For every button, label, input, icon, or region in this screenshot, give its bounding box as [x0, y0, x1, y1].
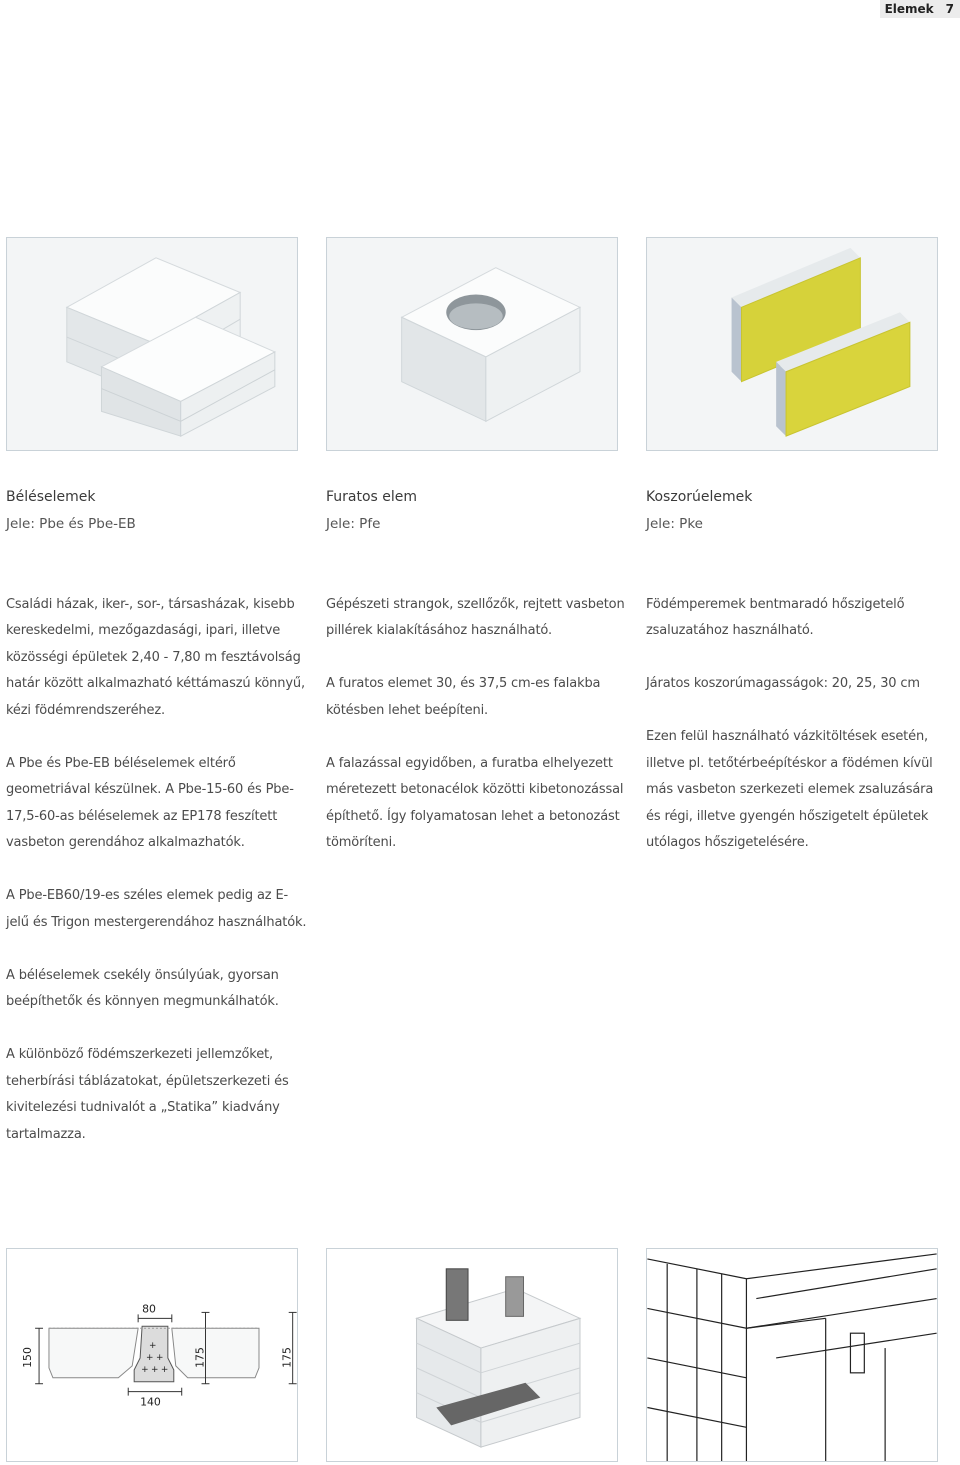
dim-label-left: 150 [21, 1347, 35, 1368]
paragraph: Gépészeti strangok, szellőzők, rejtett vasbeton pillérek kialakításához használható. [326, 596, 625, 638]
koszoru-wall-svg [647, 1249, 937, 1461]
title-koszoruelemek: Koszorúelemek [646, 489, 753, 505]
paragraph: Járatos koszorúmagasságok: 20, 25, 30 cm [646, 676, 920, 691]
svg-text:+: + [160, 1364, 169, 1375]
paragraph: A béléselemek csekély önsúlyúak, gyorsan beépíthetők és könnyen megmunkálhatók. [6, 967, 279, 1009]
paragraph: Ezen felül használható vázkitöltések esetén, illetve pl. tetőtérbeépítéskor a födémen kívül más vasbeton szerkezeti elemek zsaluzására és régi, illetve gyengén hőszigetelt épületek utólagos hőszigetelésére. [646, 729, 934, 850]
dim-label-mid: 175 [193, 1347, 207, 1368]
svg-text:+: + [146, 1352, 154, 1363]
cross-section-drawing [6, 1248, 298, 1462]
koszoru-wall-illustration [646, 1248, 938, 1462]
paragraph: Családi házak, iker-, sor-, társasházak, kisebb kereskedelmi, mezőgazdasági, ipari, illetve közösségi épületek 2,40 - 7,80 m fesztávolság határ között alkalmazható kéttámaszú könnyű, kézi födémrendszeréhez. [6, 596, 305, 718]
beleselem-blocks-illustration [7, 238, 297, 450]
photo-furatos-elem [326, 237, 618, 451]
photo-beleselemek [6, 237, 298, 451]
furatos-wall-svg [327, 1249, 617, 1461]
koszoru-elements-illustration [647, 238, 937, 450]
svg-text:+: + [149, 1341, 157, 1352]
svg-text:+: + [151, 1364, 159, 1375]
code-beleselemek: Jele: Pbe és Pbe-EB [6, 516, 136, 532]
svg-text:+: + [155, 1352, 164, 1363]
title-furatos-elem: Furatos elem [326, 489, 418, 505]
furatos-wall-illustration [326, 1248, 618, 1462]
body-beleselemek [6, 565, 308, 1175]
body-koszoruelemek [646, 565, 948, 883]
beleselem-section-svg [7, 1249, 297, 1461]
code-koszoruelemek: Jele: Pke [646, 516, 703, 532]
section-title: Elemek [884, 2, 934, 16]
dim-label-top: 80 [142, 1302, 156, 1316]
page-number: 7 [945, 2, 954, 16]
body-furatos-elem [326, 565, 628, 883]
title-beleselemek: Béléselemek [6, 489, 96, 505]
photo-koszoruelemek [646, 237, 938, 451]
page-header [880, 0, 960, 18]
paragraph: A furatos elemet 30, és 37,5 cm-es falakba kötésben lehet beépíteni. [326, 676, 601, 718]
paragraph: A Pbe és Pbe-EB béléselemek eltérő geometriával készülnek. A Pbe-15-60 és Pbe-17,5-60-as béléselemek az EP178 feszített vasbeton gerendához alkalmazhatók. [6, 755, 294, 850]
paragraph: Födémperemek bentmaradó hőszigetelő zsaluzatához használható. [646, 596, 905, 638]
paragraph: A különböző födémszerkezeti jellemzőket, teherbírási táblázatokat, épületszerkezeti és kivitelezési tudnivalót a „Statika” kiadvány tartalmazza. [6, 1047, 289, 1142]
dim-label-bottom: 140 [140, 1395, 161, 1409]
svg-text:+: + [141, 1364, 149, 1375]
paragraph: A Pbe-EB60/19-es széles elemek pedig az E-jelű és Trigon mestergerendához használhatók. [6, 888, 307, 930]
furatos-block-illustration [327, 238, 617, 450]
paragraph: A falazással egyidőben, a furatba elhelyezett méretezett betonacélok közötti kibetonozással építhető. Így folyamatosan lehet a betonozást tömöríteni. [326, 755, 624, 850]
dim-label-right: 175 [280, 1347, 294, 1368]
code-furatos-elem: Jele: Pfe [326, 516, 381, 532]
